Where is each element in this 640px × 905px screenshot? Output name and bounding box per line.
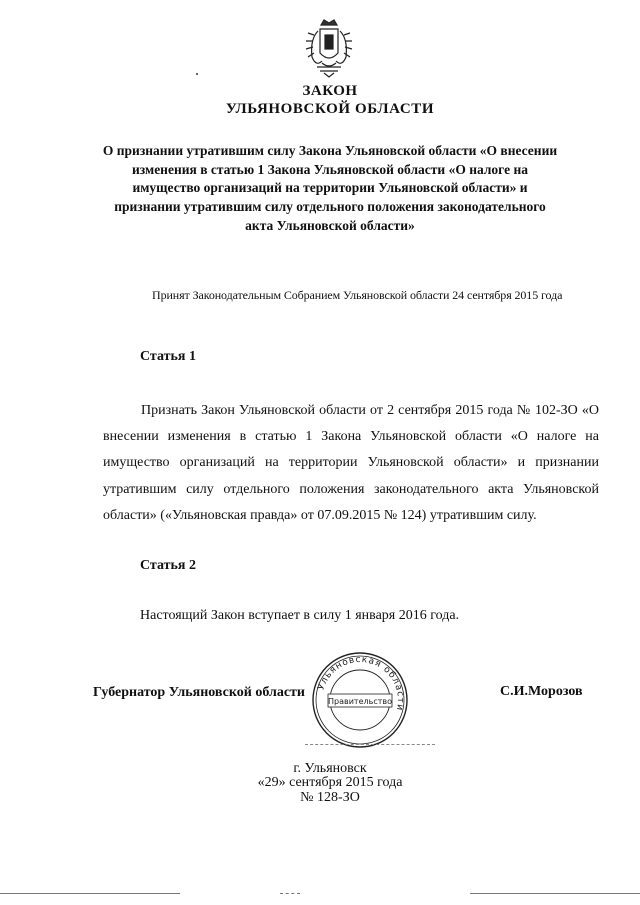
coat-of-arms-icon [300,17,358,79]
scan-edge-line [280,893,300,894]
dashed-rule [305,744,435,745]
law-subject: О признании утратившим силу Закона Ульяновской области «О внесении изменения в статью 1 Закона Ульяновской области «О налоге на имущество организаций на территории Ульяновской области» и признании утратившим силу отдельного положения законодательного акта Ульяновской области» [102,143,558,233]
signatory-title: Губернатор Ульяновской области [93,685,305,700]
article-1-text: Признать Закон Ульяновской области от 2 сентября 2015 года № 102-ЗО «О внесении изменения в статью 1 Закона Ульяновской области «О налоге на имущество организаций на территории Ульяновской области» и признании утратившим силу отдельного положения законодательного акта Ульяновской области» («Ульяновская правда» от 07.09.2015 № 124) утратившим силу. [103,403,599,523]
scan-speck [196,73,198,75]
adoption-note: Принят Законодательным Собранием Ульяновской области 24 сентября 2015 года [152,288,563,302]
footer-number: № 128-ЗО [300,790,360,805]
article-2-heading: Статья 2 [140,558,196,573]
scan-edge-line [470,893,640,894]
seal-ring-text: Ульяновская области [316,654,406,712]
article-1-heading: Статья 1 [140,349,196,364]
official-seal-stamp [310,650,410,750]
footer-date: «29» сентября 2015 года [257,775,403,790]
scan-edge-line [0,893,180,894]
article-2-text: Настоящий Закон вступает в силу 1 января 2016 года. [140,608,460,623]
seal-center-text: Правительство [328,697,392,706]
footer-city: г. Ульяновск [293,761,367,776]
document-type-title: ЗАКОН [302,83,358,99]
signatory-name: С.И.Морозов [500,684,583,699]
region-title: УЛЬЯНОВСКОЙ ОБЛАСТИ [225,101,435,117]
